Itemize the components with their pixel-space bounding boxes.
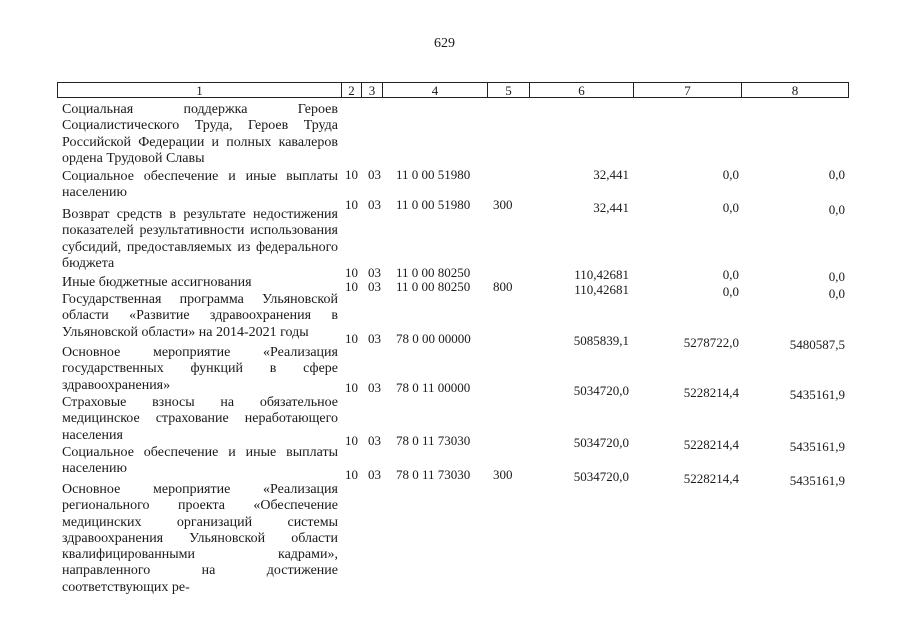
cell-rz: 10 <box>345 265 358 280</box>
cell-csr: 78 0 00 00000 <box>396 331 471 346</box>
cell-csr: 78 0 11 00000 <box>396 380 471 395</box>
cell-year3: 0,0 <box>828 269 845 284</box>
row-description: Социальное обеспечение и иные выплаты населению <box>62 169 338 201</box>
cell-year1: 5034720,0 <box>573 435 629 450</box>
cell-year3: 5435161,9 <box>789 387 845 402</box>
cell-pr: 03 <box>368 467 381 482</box>
cell-rz: 10 <box>345 279 358 294</box>
header-col-2: 2 <box>341 82 362 98</box>
row-description: Социальное обеспечение и иные выплаты населению <box>62 445 338 477</box>
cell-csr: 11 0 00 80250 <box>396 265 471 280</box>
cell-pr: 03 <box>368 380 381 395</box>
cell-year2: 5278722,0 <box>683 335 739 350</box>
cell-rz: 10 <box>345 467 358 482</box>
header-col-6: 6 <box>529 82 634 98</box>
cell-year1: 5034720,0 <box>573 469 629 484</box>
cell-year2: 0,0 <box>722 167 739 182</box>
cell-rz: 10 <box>345 331 358 346</box>
cell-year1: 32,441 <box>593 200 629 215</box>
cell-csr: 11 0 00 51980 <box>396 167 471 182</box>
row-description: Основное мероприятие «Реализация регионального проекта «Обеспечение медицинских организаций системы здравоохранения Ульяновской области квалифицированными кадрами», направленного на достижение соответствующих ре- <box>62 482 338 595</box>
cell-year3: 0,0 <box>828 202 845 217</box>
header-col-4: 4 <box>382 82 488 98</box>
cell-year3: 5435161,9 <box>789 439 845 454</box>
row-description: Возврат средств в результате недостижения показателей результативности использования субсидий, предоставляемых из федерального бюджета <box>62 207 338 271</box>
page-number: 629 <box>434 36 455 51</box>
cell-csr: 78 0 11 73030 <box>396 433 471 448</box>
cell-year3: 0,0 <box>828 167 845 182</box>
row-description: Иные бюджетные ассигнования <box>62 275 252 290</box>
header-col-7: 7 <box>633 82 742 98</box>
cell-year3: 0,0 <box>828 286 845 301</box>
cell-rz: 10 <box>345 167 358 182</box>
header-col-5: 5 <box>487 82 530 98</box>
cell-pr: 03 <box>368 167 381 182</box>
cell-rz: 10 <box>345 197 358 212</box>
cell-rz: 10 <box>345 380 358 395</box>
row-description: Социальная поддержка Героев Социалистического Труда, Героев Труда Российской Федерации и полных кавалеров ордена Трудовой Славы <box>62 102 338 166</box>
cell-vr: 800 <box>493 279 513 294</box>
cell-pr: 03 <box>368 265 381 280</box>
header-col-3: 3 <box>361 82 383 98</box>
cell-year1: 5034720,0 <box>573 383 629 398</box>
cell-year1: 110,42681 <box>574 282 629 297</box>
cell-year1: 110,42681 <box>574 267 629 282</box>
cell-csr: 11 0 00 51980 <box>396 197 471 212</box>
cell-year2: 5228214,4 <box>683 385 739 400</box>
cell-year2: 5228214,4 <box>683 471 739 486</box>
cell-csr: 11 0 00 80250 <box>396 279 471 294</box>
row-description: Страховые взносы на обязательное медицинское страхование неработающего населения <box>62 395 338 443</box>
cell-pr: 03 <box>368 279 381 294</box>
cell-year3: 5435161,9 <box>789 473 845 488</box>
cell-year2: 5228214,4 <box>683 437 739 452</box>
cell-csr: 78 0 11 73030 <box>396 467 471 482</box>
cell-year3: 5480587,5 <box>789 337 845 352</box>
cell-year2: 0,0 <box>722 267 739 282</box>
cell-vr: 300 <box>493 197 513 212</box>
cell-pr: 03 <box>368 197 381 212</box>
cell-pr: 03 <box>368 433 381 448</box>
cell-rz: 10 <box>345 433 358 448</box>
cell-pr: 03 <box>368 331 381 346</box>
table-header <box>57 82 849 99</box>
cell-year1: 32,441 <box>593 167 629 182</box>
row-description: Государственная программа Ульяновской области «Развитие здравоохранения в Ульяновской области» на 2014-2021 годы <box>62 292 338 340</box>
cell-vr: 300 <box>493 467 513 482</box>
cell-year2: 0,0 <box>722 200 739 215</box>
cell-year1: 5085839,1 <box>573 333 629 348</box>
cell-year2: 0,0 <box>722 284 739 299</box>
row-description: Основное мероприятие «Реализация государственных функций в сфере здравоохранения» <box>62 345 338 393</box>
header-col-8: 8 <box>741 82 849 98</box>
header-col-1: 1 <box>57 82 342 98</box>
